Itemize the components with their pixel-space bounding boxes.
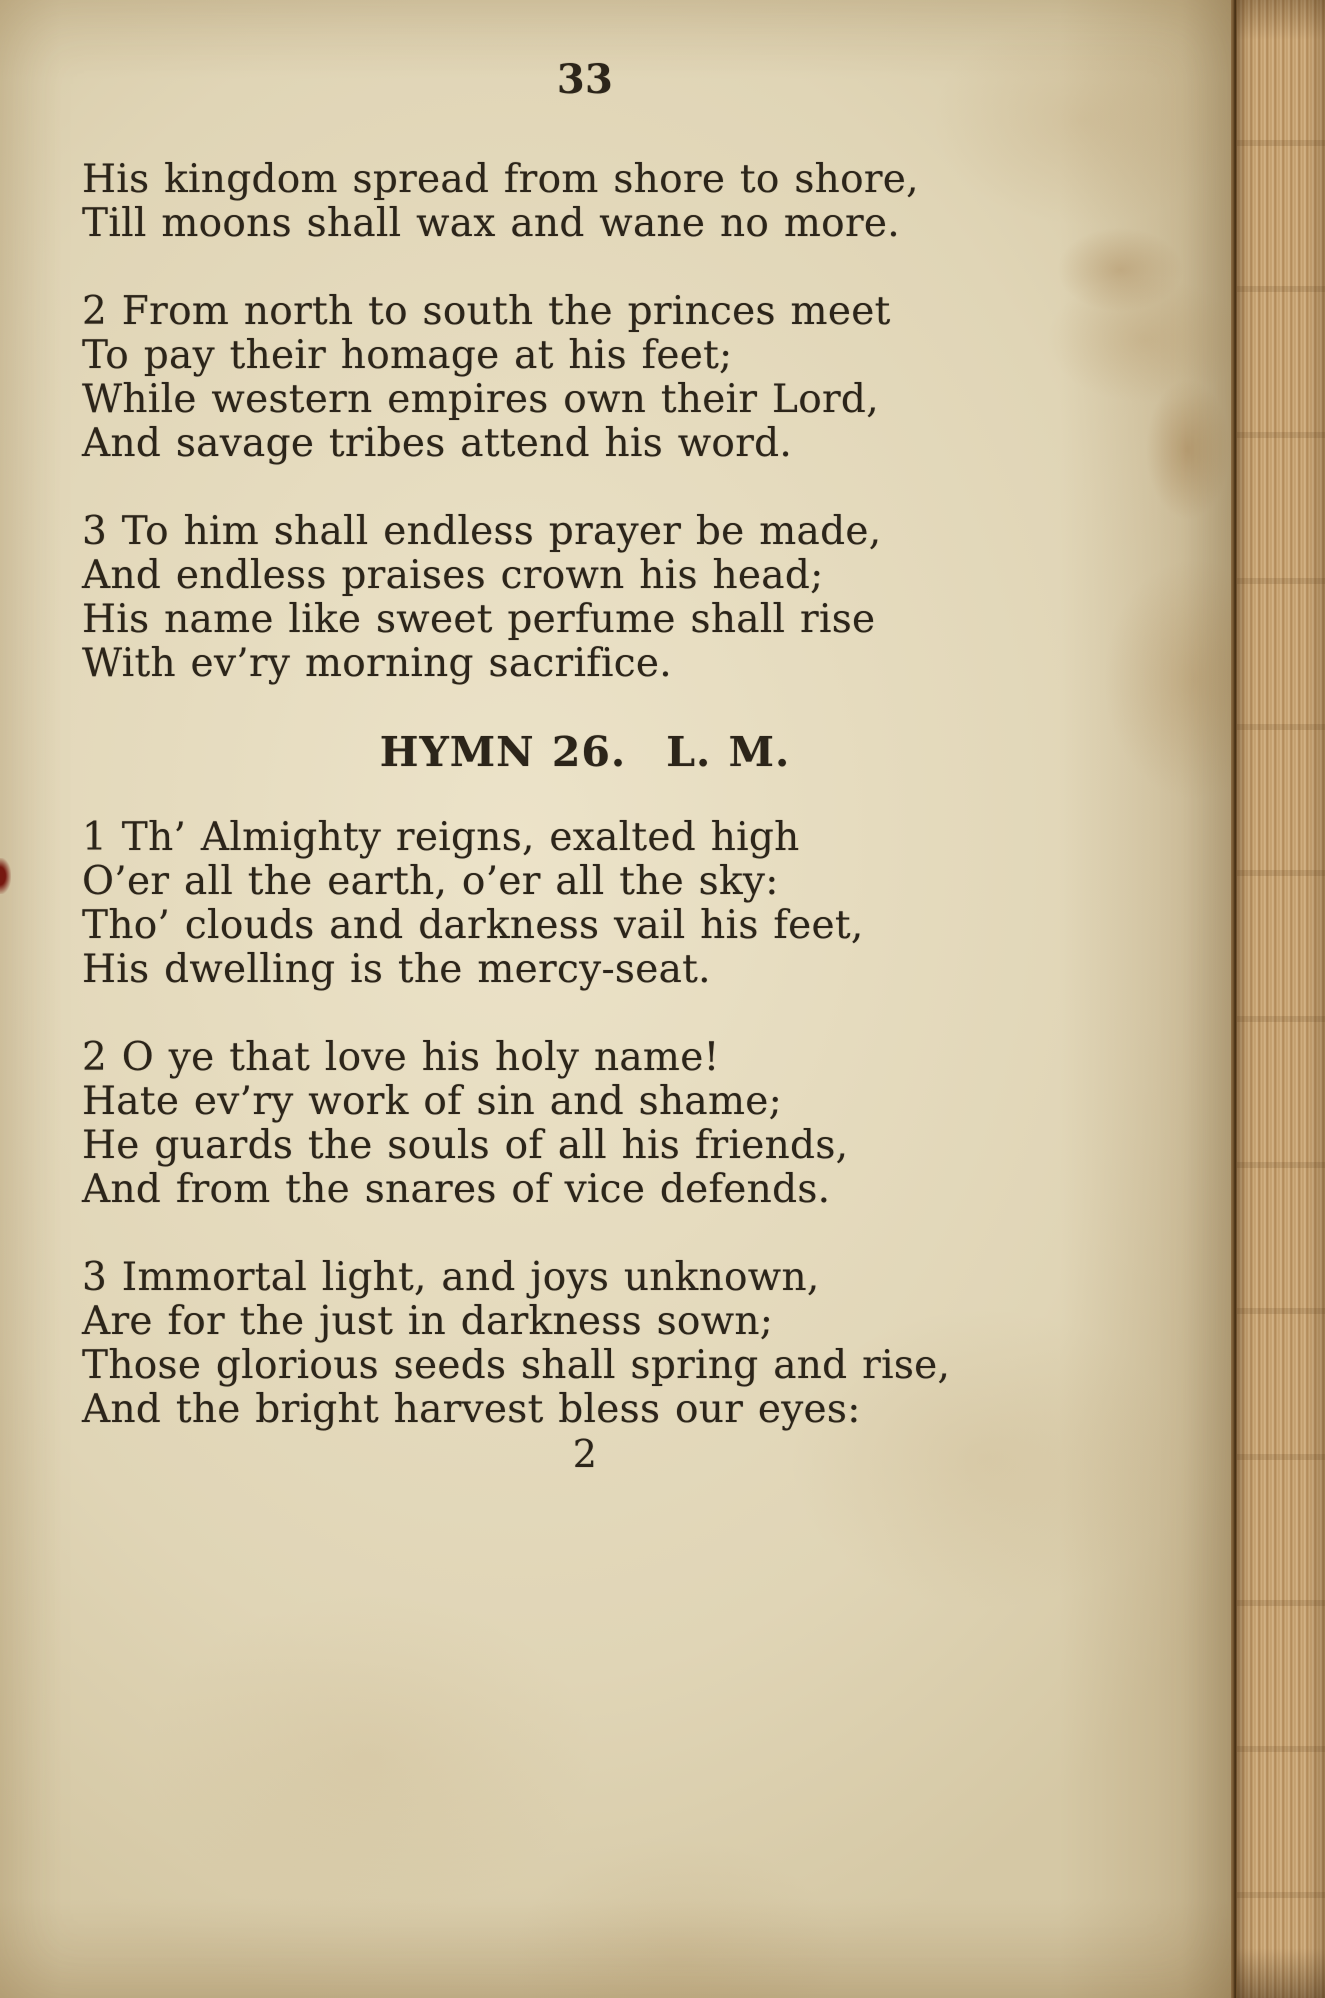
verse-line: 2 From north to south the princes meet (82, 289, 891, 334)
verse-line: And endless praises crown his head; (82, 553, 824, 598)
verse-line: With ev’ry morning sacrifice. (82, 641, 672, 686)
verse-line: His name like sweet perfume shall rise (82, 597, 876, 642)
verse-line: His dwelling is the mercy-seat. (82, 947, 711, 992)
verse-line: 2 O ye that love his holy name! (82, 1035, 720, 1080)
stanza (82, 290, 1088, 466)
verse-line: 3 Immortal light, and joys unknown, (82, 1255, 820, 1300)
signature-mark: 2 (572, 1432, 598, 1476)
verse-line: And from the snares of vice defends. (82, 1167, 831, 1212)
stanza (82, 1036, 1088, 1212)
verse-line: O’er all the earth, o’er all the sky: (82, 859, 779, 904)
stanza (82, 510, 1088, 686)
stanza (82, 816, 1088, 992)
verse-line: 3 To him shall endless prayer be made, (82, 509, 882, 554)
stanza (82, 1256, 1088, 1432)
verse-line: Tho’ clouds and darkness vail his feet, (82, 903, 864, 948)
verse-line: And savage tribes attend his word. (82, 421, 793, 466)
verse-line: 1 Th’ Almighty reigns, exalted high (82, 815, 800, 860)
verse-line: To pay their homage at his feet; (82, 333, 733, 378)
folio-number: 33 (556, 56, 614, 103)
stanza (82, 158, 1088, 246)
verse-line: Are for the just in darkness sown; (82, 1299, 774, 1344)
verse-line: He guards the souls of all his friends, (82, 1123, 849, 1168)
page-text (82, 58, 1088, 1476)
hymn-heading (82, 730, 1088, 774)
verse-line: While western empires own their Lord, (82, 377, 879, 422)
verse-line: His kingdom spread from shore to shore, (82, 157, 919, 202)
verse-line: And the bright harvest bless our eyes: (82, 1387, 861, 1432)
verse-line: Hate ev’ry work of sin and shame; (82, 1079, 783, 1124)
book-fore-edge (1237, 0, 1325, 1998)
verse-line: Those glorious seeds shall spring and rise, (82, 1343, 951, 1388)
hymn-meter: L. M. (666, 728, 791, 776)
hymn-number: HYMN 26. (379, 728, 627, 776)
ink-blot (0, 858, 11, 894)
verse-line: Till moons shall wax and wane no more. (82, 201, 900, 246)
